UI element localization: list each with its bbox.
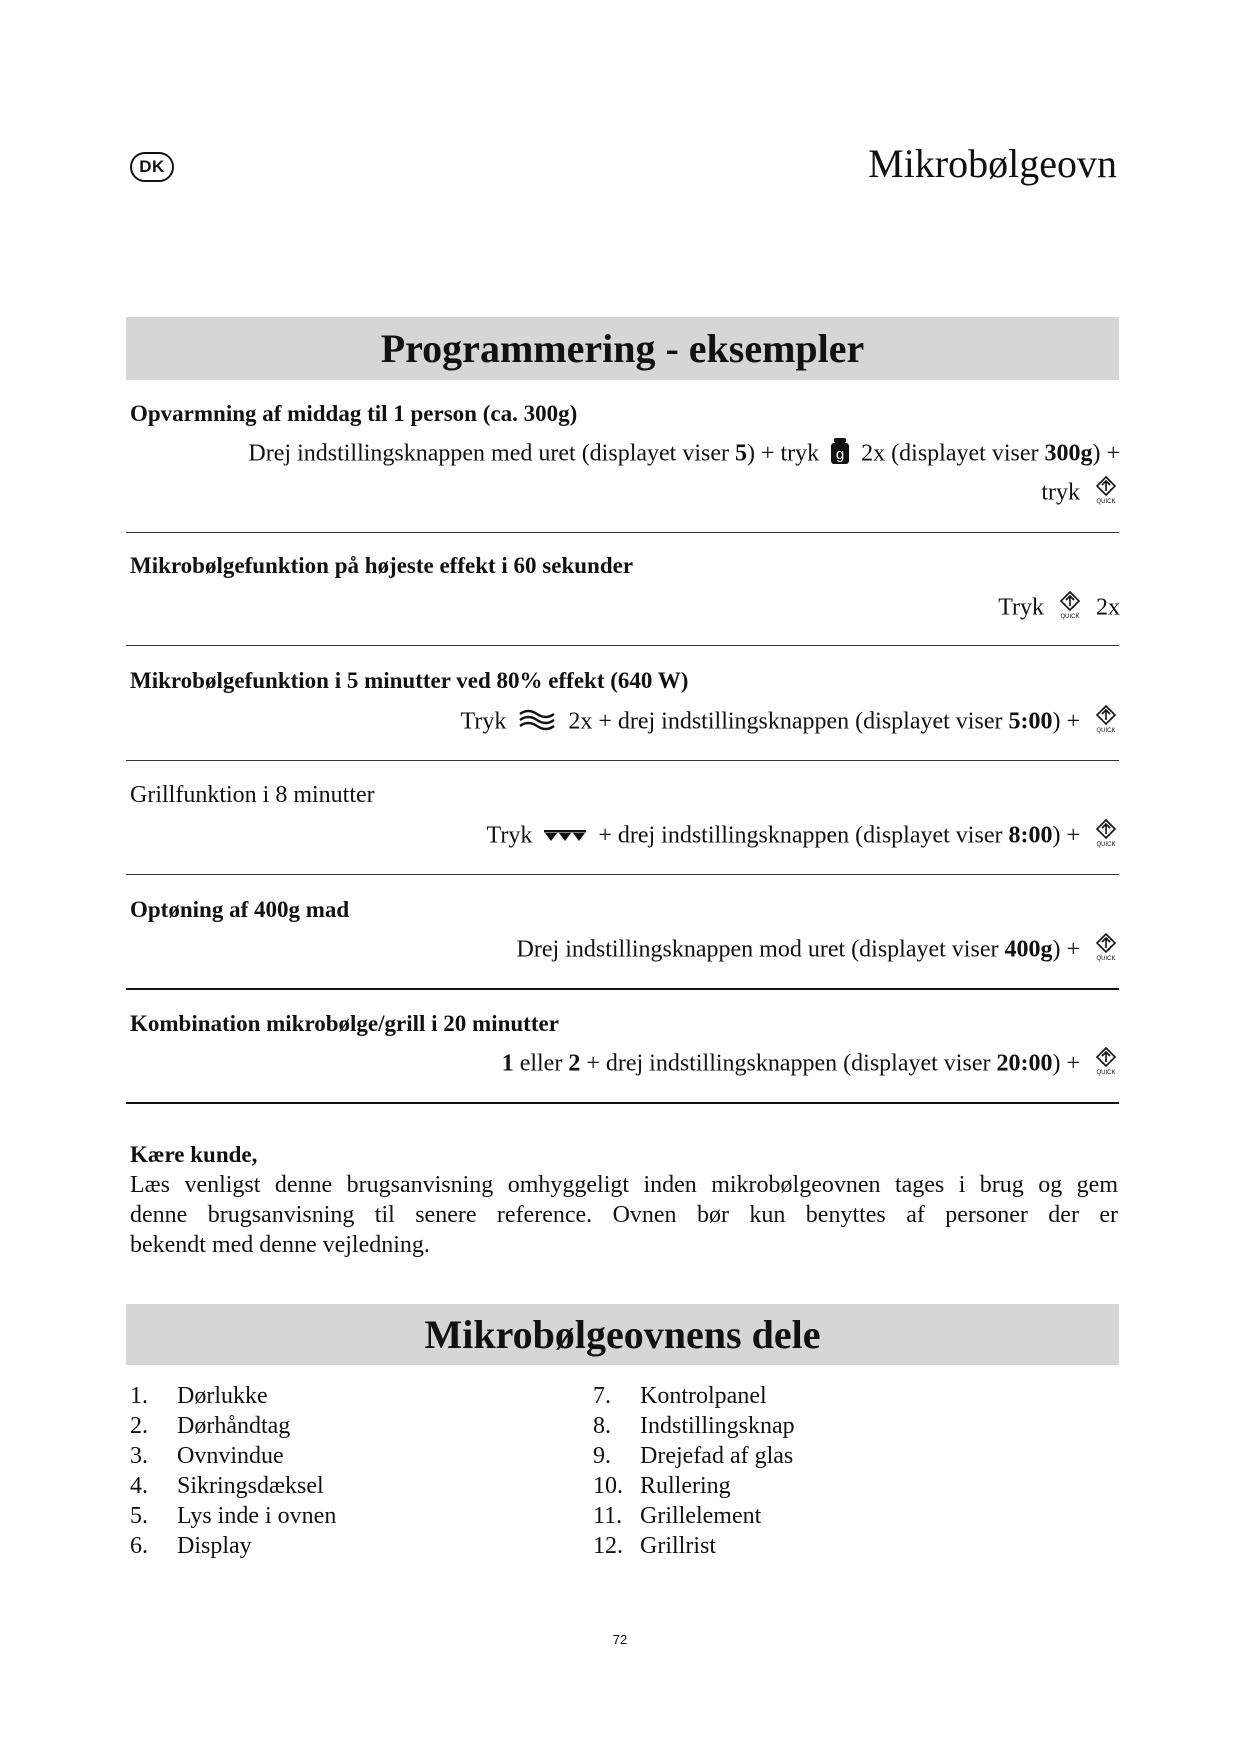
list-item: 6. Display [130, 1533, 252, 1559]
list-item: 11. Grillelement [593, 1503, 762, 1529]
example-5-line-1: Drej indstillingsknappen mod uret (displayet viser 400g) + QUICK [517, 932, 1120, 970]
example-2-line-1: Tryk QUICK 2x [998, 590, 1120, 628]
divider [126, 760, 1119, 761]
divider [126, 874, 1119, 875]
parts-list-left [130, 1381, 570, 1561]
example-2-title: Mikrobølgefunktion på højeste effekt i 60 sekunder [130, 553, 634, 578]
divider [126, 988, 1119, 990]
example-1-line-1: Drej indstillingsknappen med uret (displayet viser 5) + tryk g 2x (displayet viser 300g) + [248, 438, 1120, 472]
microwave-power-icon [518, 707, 556, 739]
section-heading-parts: Mikrobølgeovnens dele [126, 1304, 1119, 1365]
svg-text:QUICK: QUICK [1096, 842, 1116, 848]
list-item: 2. Dørhåndtag [130, 1413, 291, 1439]
quick-start-icon [1092, 1046, 1120, 1084]
divider [126, 645, 1119, 646]
example-4-line-1: Tryk + drej indstillingsknappen (displayet viser 8:00) + QUICK [487, 818, 1120, 856]
intro-text-line-2: denne brugsanvisning til senere reference. Ovnen bør kun benyttes af personer der er [130, 1202, 1118, 1228]
list-item: 4. Sikringsdæksel [130, 1473, 324, 1499]
example-4-title: Grillfunktion i 8 minutter [130, 782, 375, 808]
quick-start-icon [1056, 590, 1084, 628]
quick-start-icon [1092, 932, 1120, 970]
list-item: 7. Kontrolpanel [593, 1383, 767, 1409]
quick-start-icon [1092, 704, 1120, 742]
page-number: 72 [612, 1632, 628, 1647]
section-heading-programming: Programmering - eksempler [126, 317, 1119, 380]
svg-text:QUICK: QUICK [1096, 728, 1116, 734]
intro-text-line-1: Læs venligst denne brugsanvisning omhyggeligt inden mikrobølgeovnen tages i brug og gem [130, 1172, 1118, 1198]
list-item: 10. Rullering [593, 1473, 731, 1499]
svg-text:QUICK: QUICK [1096, 1070, 1116, 1076]
greeting: Kære kunde, [130, 1142, 258, 1167]
svg-text:g: g [836, 446, 845, 463]
example-3-line-1: Tryk 2x + drej indstillingsknappen (displayet viser 5:00) + QUICK [461, 704, 1120, 742]
svg-text:QUICK: QUICK [1096, 956, 1116, 962]
divider [126, 1102, 1119, 1104]
example-6-line-1: 1 eller 2 + drej indstillingsknappen (displayet viser 20:00) + QUICK [502, 1046, 1120, 1084]
example-3-title: Mikrobølgefunktion i 5 minutter ved 80% effekt (640 W) [130, 668, 689, 693]
list-item: 8. Indstillingsknap [593, 1413, 795, 1439]
weight-button-icon [831, 438, 849, 472]
list-item: 12. Grillrist [593, 1533, 716, 1559]
quick-start-icon [1092, 818, 1120, 856]
example-1-line-2: tryk QUICK [1041, 475, 1120, 513]
divider [126, 532, 1119, 533]
example-6-title: Kombination mikrobølge/grill i 20 minutter [130, 1011, 559, 1036]
document-title: Mikrobølgeovn [868, 141, 1117, 186]
list-item: 9. Drejefad af glas [593, 1443, 794, 1469]
svg-text:QUICK: QUICK [1060, 614, 1080, 620]
parts-list-right [593, 1381, 1033, 1561]
example-5-title: Optøning af 400g mad [130, 897, 350, 922]
example-1-title: Opvarmning af middag til 1 person (ca. 300g) [130, 401, 578, 426]
intro-text-line-3: bekendt med denne vejledning. [130, 1232, 430, 1258]
grill-icon [544, 822, 586, 852]
list-item: 1. Dørlukke [130, 1383, 268, 1409]
list-item: 3. Ovnvindue [130, 1443, 284, 1469]
country-badge: DK [130, 152, 174, 182]
svg-text:QUICK: QUICK [1096, 499, 1116, 505]
list-item: 5. Lys inde i ovnen [130, 1503, 337, 1529]
quick-start-icon [1092, 475, 1120, 513]
